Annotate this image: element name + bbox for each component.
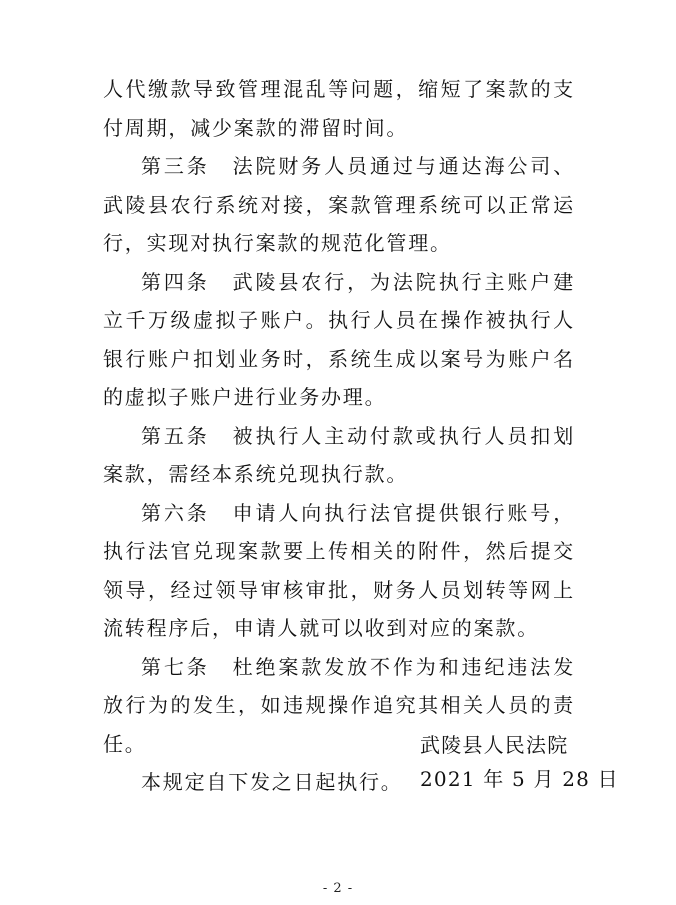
paragraph-continuation: 人代缴款导致管理混乱等问题，缩短了案款的支付周期，减少案款的滞留时间。	[103, 77, 575, 140]
paragraph-article-6: 第六条 申请人向执行法官提供银行账号，执行法官兑现案款要上传相关的附件，然后提交领导，经过领导审核审批，财务人员划转等网上流转程序后，申请人就可以收到对应的案款。	[103, 500, 575, 640]
page-number: - 2 -	[322, 881, 354, 896]
paragraph-article-5: 第五条 被执行人主动付款或执行人员扣划案款，需经本系统兑现执行款。	[103, 423, 575, 486]
issuing-organization: 武陵县人民法院	[420, 733, 569, 757]
paragraph-effective-clause: 本规定自下发之日起执行。	[141, 770, 403, 794]
signature-block	[420, 728, 619, 796]
paragraph-article-4: 第四条 武陵县农行，为法院执行主账户建立千万级虚拟子账户。执行人员在操作被执行人银行账户扣划业务时，系统生成以案号为账户名的虚拟子账户进行业务办理。	[103, 269, 575, 409]
issue-date: 2021 年 5 月 28 日	[420, 767, 619, 791]
paragraph-article-3: 第三条 法院财务人员通过与通达海公司、武陵县农行系统对接，案款管理系统可以正常运行，实现对执行案款的规范化管理。	[103, 154, 575, 255]
document-body	[103, 70, 575, 802]
paragraph-article-7: 第七条 杜绝案款发放不作为和违纪违法发放行为的发生，如违规操作追究其相关人员的责任。	[103, 654, 575, 756]
